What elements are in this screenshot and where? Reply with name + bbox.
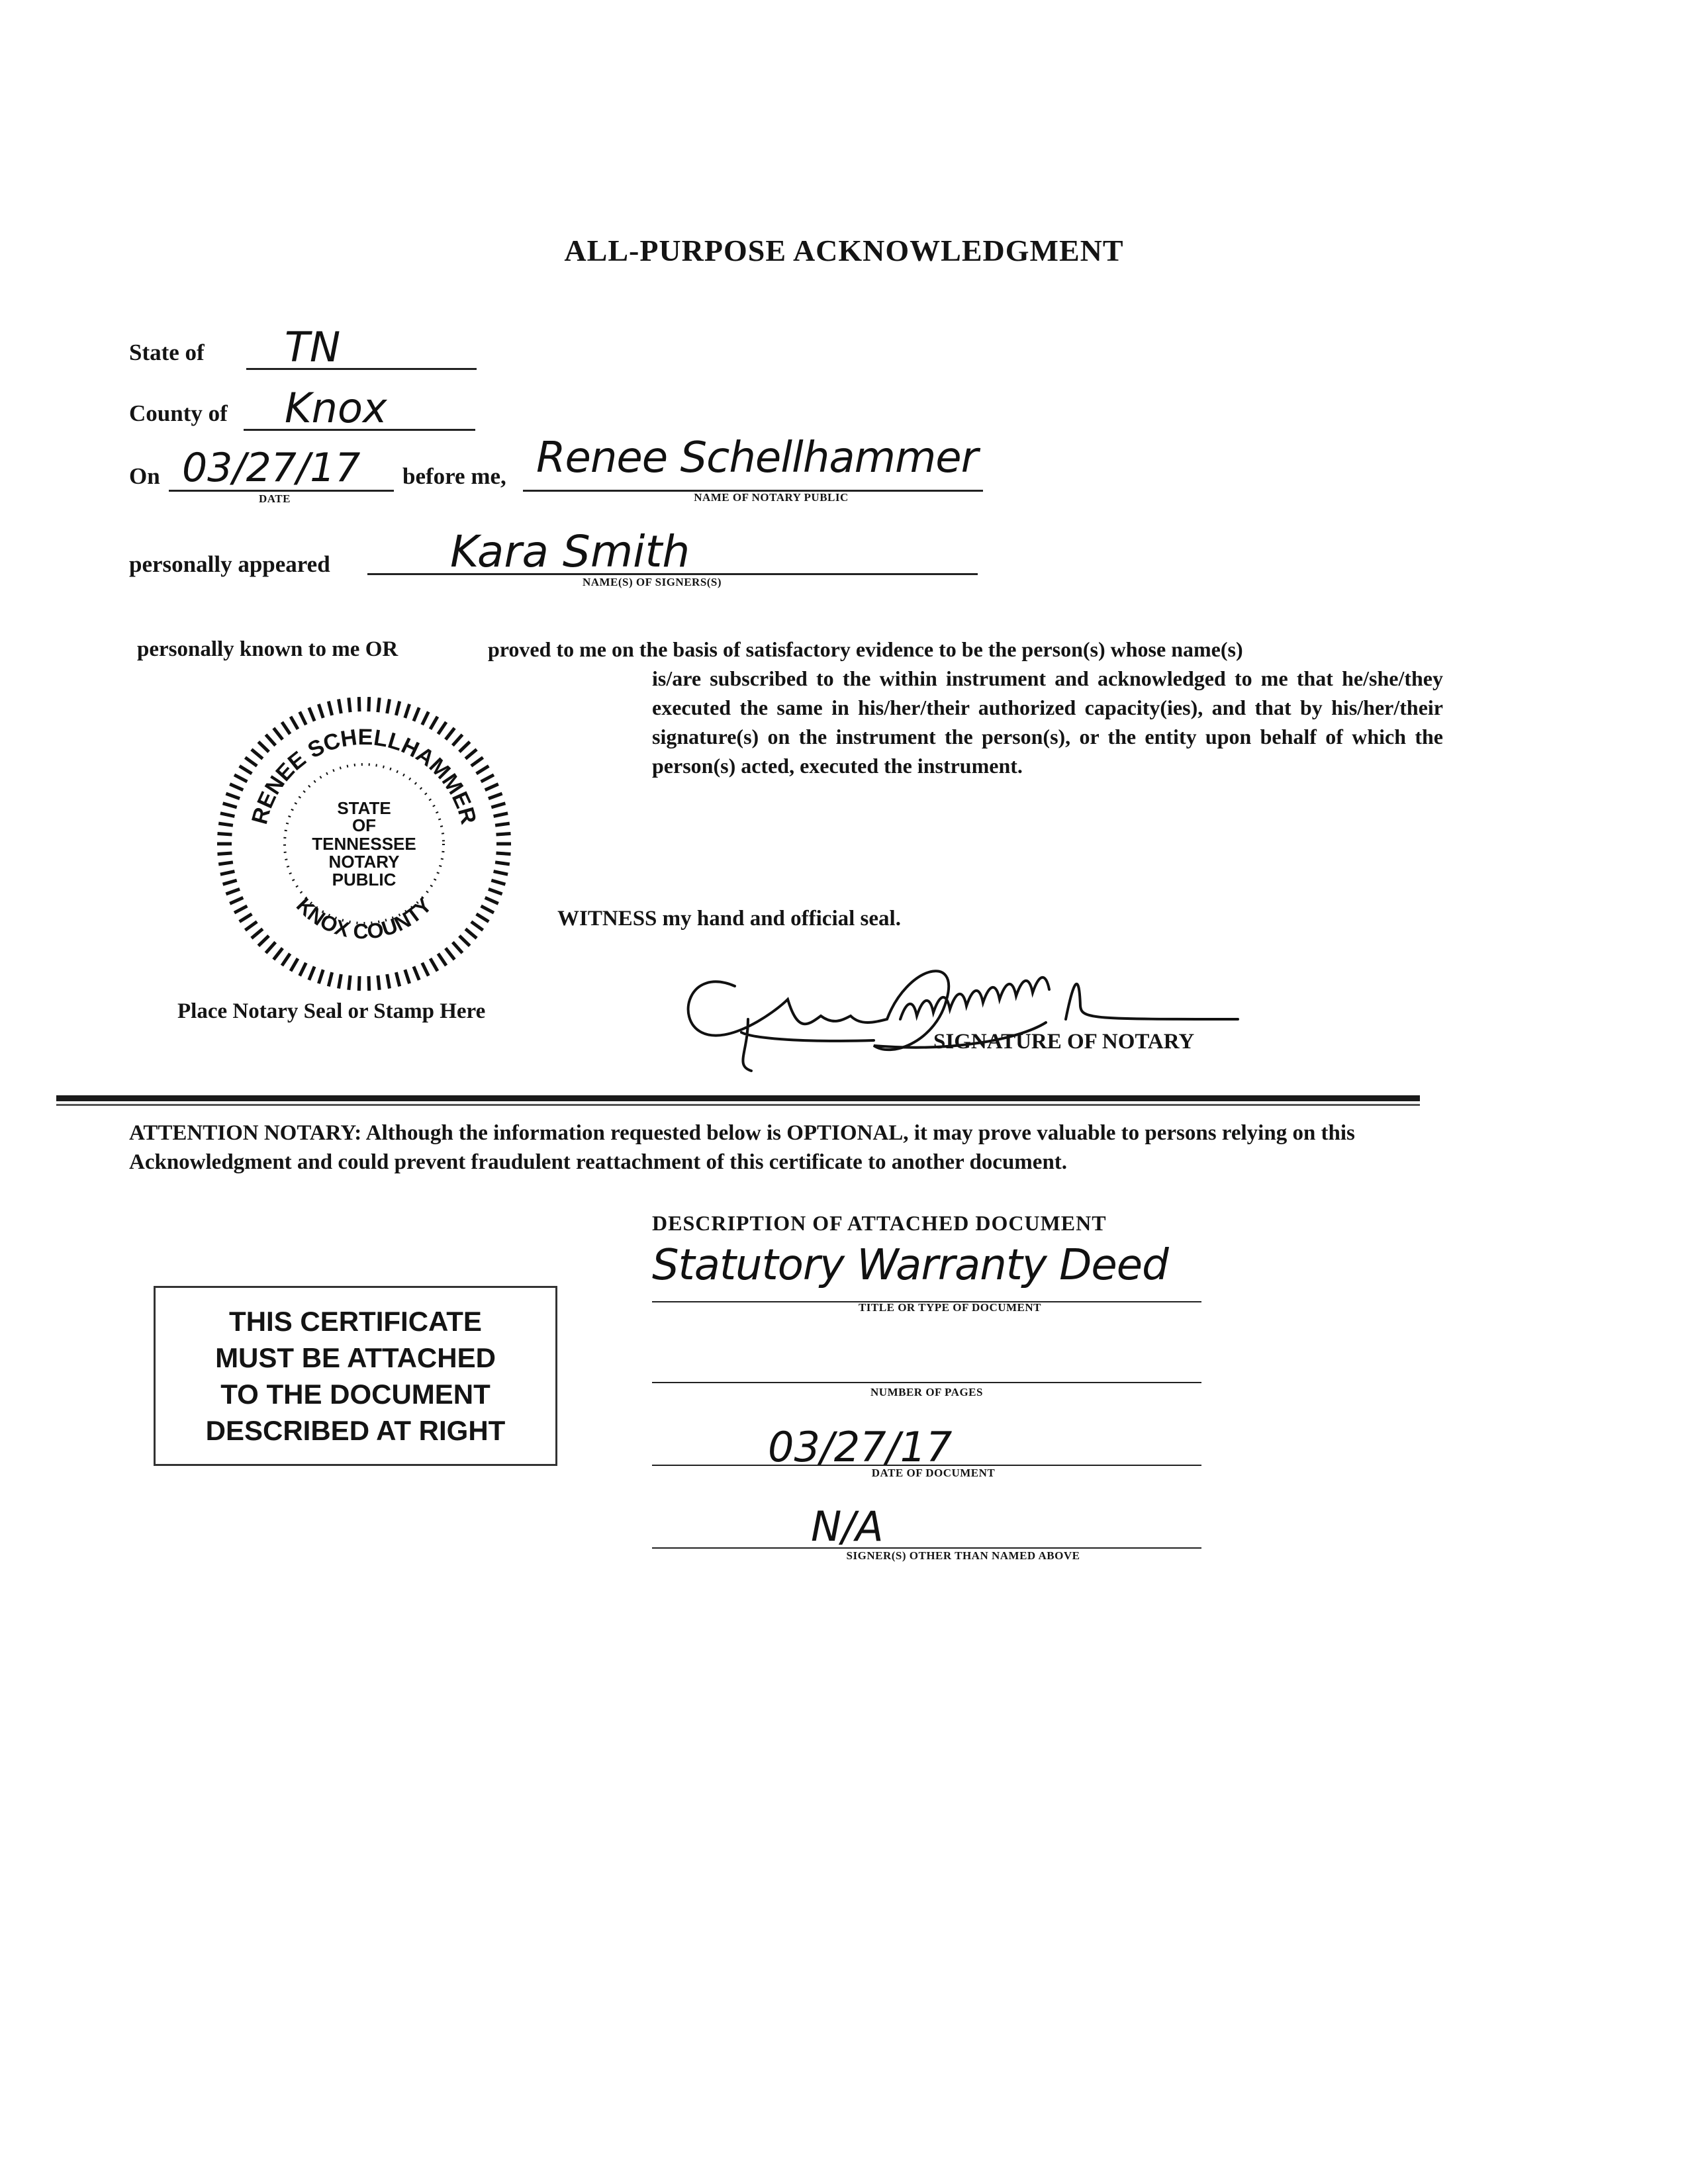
signer-underline xyxy=(367,573,978,575)
seal-tick xyxy=(378,976,379,990)
separator-rule xyxy=(56,1095,1420,1101)
seal-tick xyxy=(226,794,240,799)
state-underline xyxy=(246,368,477,370)
seal-tick xyxy=(477,914,489,922)
seal-tick xyxy=(266,735,276,745)
seal-tick xyxy=(318,704,323,718)
seal-tick xyxy=(220,872,235,875)
county-underline xyxy=(244,429,475,431)
seal-tick xyxy=(465,749,477,758)
seal-center-3: TENNESSEE xyxy=(312,834,416,854)
seal-tick xyxy=(471,922,483,931)
certificate-notice-line: TO THE DOCUMENT xyxy=(220,1379,491,1410)
seal-tick xyxy=(495,823,510,825)
seal-tick xyxy=(282,722,290,734)
seal-tick xyxy=(218,834,232,835)
on-label: On xyxy=(129,463,160,489)
seal-tick xyxy=(387,974,390,989)
state-label: State of xyxy=(129,340,205,365)
seal-tick xyxy=(477,766,489,774)
date-underline xyxy=(169,490,394,492)
seal-tick xyxy=(491,880,505,884)
attached-date-value: 03/27/17 xyxy=(768,1423,953,1471)
seal-tick xyxy=(328,972,332,986)
seal-tick xyxy=(494,872,508,875)
seal-tick xyxy=(258,742,269,752)
seal-tick xyxy=(230,897,243,903)
seal-center-1: STATE xyxy=(337,798,391,818)
seal-tick xyxy=(378,698,379,712)
seal-tick xyxy=(405,704,410,718)
separator-rule-thin xyxy=(56,1104,1420,1106)
signer-value: Kara Smith xyxy=(450,526,690,577)
seal-tick xyxy=(266,942,276,953)
seal-tick xyxy=(438,954,446,966)
seal-tick xyxy=(489,889,502,894)
document-title: ALL-PURPOSE ACKNOWLEDGMENT xyxy=(564,234,1124,267)
seal-tick xyxy=(494,813,508,817)
seal-tick xyxy=(223,803,237,807)
seal-tick xyxy=(485,784,498,790)
notary-signature xyxy=(675,927,1258,1085)
seal-tick xyxy=(273,948,283,960)
certificate-notice-box xyxy=(154,1286,557,1466)
appeared-label: personally appeared xyxy=(129,551,330,577)
before-me-label: before me, xyxy=(402,463,506,489)
attention-text: ATTENTION NOTARY: Although the information requested below is OPTIONAL, it may prove valuable to persons relying on this Acknowledgment and could prevent fraudulent reattachment of this certificate to another document. xyxy=(129,1121,1355,1174)
attached-other-signers-value: N/A xyxy=(811,1502,884,1551)
seal-tick xyxy=(230,784,243,790)
seal-tick xyxy=(387,699,390,713)
attached-pages-caption: NUMBER OF PAGES xyxy=(870,1386,983,1398)
seal-tick xyxy=(252,749,263,758)
seal-tick xyxy=(396,702,399,715)
seal-tick xyxy=(422,963,429,976)
certificate-notice-line: DESCRIBED AT RIGHT xyxy=(205,1415,506,1446)
seal-tick xyxy=(220,813,235,817)
seal-tick xyxy=(396,972,399,986)
seal-tick xyxy=(489,794,502,799)
seal-tick xyxy=(496,853,511,854)
date-value: 03/27/17 xyxy=(182,445,361,491)
county-value: Knox xyxy=(285,384,387,432)
seal-tick xyxy=(481,906,494,913)
certificate-notice-line: MUST BE ATTACHED xyxy=(215,1342,496,1373)
seal-tick xyxy=(240,914,252,922)
seal-tick xyxy=(481,775,494,782)
attached-other-signers-underline xyxy=(652,1547,1201,1549)
seal-tick xyxy=(328,702,332,715)
attached-title-caption: TITLE OR TYPE OF DOCUMENT xyxy=(858,1301,1042,1314)
seal-tick xyxy=(245,758,257,766)
seal-tick xyxy=(309,966,314,979)
seal-tick xyxy=(405,970,410,983)
seal-tick xyxy=(223,880,237,884)
notary-name-caption: NAME OF NOTARY PUBLIC xyxy=(694,491,849,504)
witness-text: WITNESS my hand and official seal. xyxy=(557,907,901,931)
seal-tick xyxy=(218,823,233,825)
attached-other-signers-caption: SIGNER(S) OTHER THAN NAMED ABOVE xyxy=(846,1549,1080,1562)
attached-date-caption: DATE OF DOCUMENT xyxy=(871,1467,996,1479)
seal-center-4: NOTARY xyxy=(328,852,400,872)
seal-tick xyxy=(291,717,298,729)
attached-pages-underline xyxy=(652,1382,1201,1383)
seal-tick xyxy=(459,936,470,946)
seal-center-5: PUBLIC xyxy=(332,870,397,889)
state-value: TN xyxy=(285,323,341,371)
seal-caption: Place Notary Seal or Stamp Here xyxy=(177,999,486,1023)
seal-tick xyxy=(445,948,455,960)
seal-center-2: OF xyxy=(352,815,377,835)
proved-text-rest: is/are subscribed to the within instrument and acknowledged to me that he/she/they executed the same in his/her/their authorized capacity(ies), and that by his/her/their signature(s) on the instrument the person(s), or the entity upon behalf of which the person(s) acted, executed the instrument. xyxy=(652,666,1443,778)
notary-name-value: Renee Schellhammer xyxy=(536,433,978,482)
seal-tick xyxy=(245,922,257,931)
seal-tick xyxy=(491,803,505,807)
seal-tick xyxy=(471,758,483,766)
county-label: County of xyxy=(129,400,228,426)
seal-tick xyxy=(485,897,498,903)
seal-tick xyxy=(465,929,477,938)
seal-tick xyxy=(422,712,429,725)
seal-tick xyxy=(234,906,247,913)
seal-tick xyxy=(300,712,306,725)
seal-tick xyxy=(430,717,438,729)
seal-tick xyxy=(445,728,455,739)
seal-name: RENEE SCHELLHAMMER xyxy=(247,724,481,827)
seal-tick xyxy=(349,976,350,990)
signer-caption: NAME(S) OF SIGNERS(S) xyxy=(582,576,722,588)
seal-tick xyxy=(495,862,510,864)
seal-tick xyxy=(218,862,233,864)
seal-tick xyxy=(291,958,298,971)
seal-tick xyxy=(459,742,470,752)
seal-county: KNOX COUNTY xyxy=(291,893,437,944)
seal-tick xyxy=(430,958,438,971)
proved-text-line1: proved to me on the basis of satisfactory evidence to be the person(s) whose name(s) xyxy=(488,637,1243,661)
seal-tick xyxy=(339,974,342,989)
seal-tick xyxy=(414,707,419,721)
signature-caption: SIGNATURE OF NOTARY xyxy=(933,1030,1195,1054)
seal-tick xyxy=(234,775,247,782)
seal-tick xyxy=(453,735,463,745)
seal-tick xyxy=(240,766,252,774)
attached-heading: DESCRIPTION OF ATTACHED DOCUMENT xyxy=(652,1211,1107,1235)
seal-tick xyxy=(218,853,232,854)
seal-tick xyxy=(496,834,511,835)
seal-tick xyxy=(300,963,306,976)
seal-tick xyxy=(282,954,290,966)
seal-tick xyxy=(273,728,283,739)
notary-seal xyxy=(209,688,520,999)
seal-tick xyxy=(252,929,263,938)
known-label: personally known to me OR xyxy=(137,637,399,661)
seal-tick xyxy=(349,698,350,712)
attached-date-underline xyxy=(652,1465,1201,1466)
seal-tick xyxy=(226,889,240,894)
seal-tick xyxy=(258,936,269,946)
seal-tick xyxy=(453,942,463,953)
date-caption: DATE xyxy=(259,492,291,505)
attached-title-value: Statutory Warranty Deed xyxy=(652,1241,1168,1290)
certificate-notice-line: THIS CERTIFICATE xyxy=(229,1306,482,1337)
seal-tick xyxy=(339,699,342,713)
seal-tick xyxy=(309,707,314,721)
seal-tick xyxy=(414,966,419,979)
seal-tick xyxy=(438,722,446,734)
seal-tick xyxy=(318,970,323,983)
